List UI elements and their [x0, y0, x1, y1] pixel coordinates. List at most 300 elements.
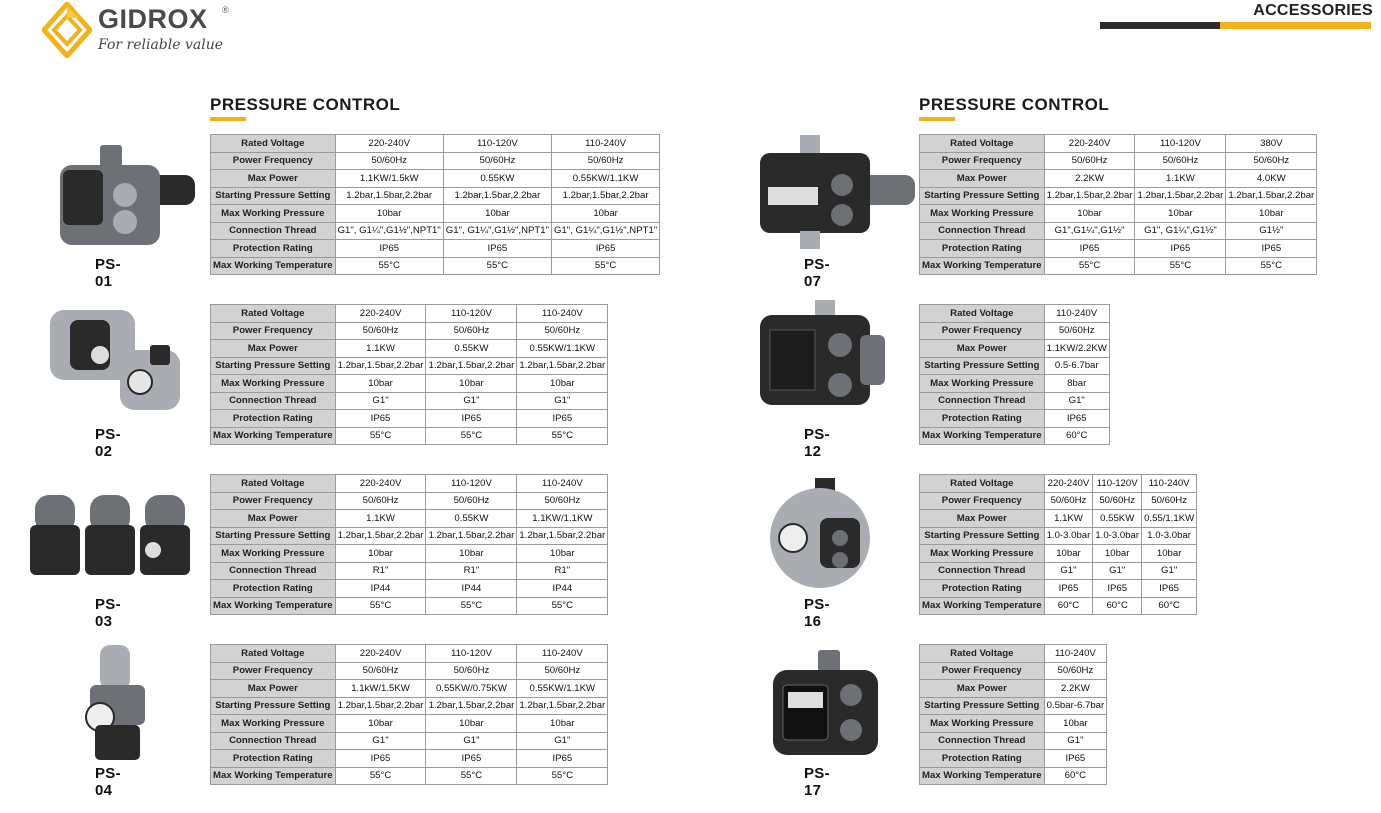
spec-label: Starting Pressure Setting [920, 527, 1045, 545]
spec-row-start-pressure [920, 527, 1197, 545]
spec-value: 50/60Hz [426, 662, 517, 680]
spec-value: 0.55KW/1.1KW [517, 340, 608, 358]
spec-value: 220-240V [335, 305, 426, 323]
spec-label: Protection Rating [211, 240, 336, 258]
spec-label: Max Working Temperature [920, 597, 1045, 615]
spec-value: 10bar [335, 205, 443, 223]
spec-row-voltage [211, 645, 608, 663]
spec-value: 60°C [1142, 597, 1197, 615]
spec-value: 50/60Hz [335, 492, 426, 510]
product-image [760, 135, 915, 255]
product-code: PS-01 [95, 256, 121, 290]
spec-row-protection [211, 580, 608, 598]
spec-value: 50/60Hz [1226, 152, 1317, 170]
spec-row-temperature [211, 427, 608, 445]
spec-label: Starting Pressure Setting [920, 697, 1045, 715]
spec-row-start-pressure [920, 357, 1110, 375]
spec-label: Protection Rating [211, 750, 336, 768]
spec-value: 55°C [335, 257, 443, 275]
spec-value: 1.2bar,1.5bar,2.2bar [335, 187, 443, 205]
spec-value: 10bar [335, 545, 426, 563]
spec-value: G1", G1¼",G1½",NPT1" [552, 222, 660, 240]
spec-value: 50/60Hz [517, 492, 608, 510]
spec-row-temperature [211, 257, 660, 275]
spec-value: IP65 [1044, 410, 1109, 428]
spec-row-power [211, 170, 660, 188]
spec-row-frequency [920, 662, 1107, 680]
spec-value: 50/60Hz [335, 662, 426, 680]
spec-value: 60°C [1044, 597, 1093, 615]
spec-value: 110-240V [517, 305, 608, 323]
spec-value: G1" [517, 392, 608, 410]
spec-row-frequency [211, 492, 608, 510]
spec-table [210, 304, 608, 445]
spec-label: Rated Voltage [211, 135, 336, 153]
brand-tagline: For reliable value [98, 37, 224, 53]
product-image [765, 478, 880, 598]
spec-value: 55°C [517, 767, 608, 785]
product-code: PS-17 [804, 765, 830, 799]
right-section-title: PRESSURE CONTROL [919, 95, 1110, 114]
spec-value: 220-240V [335, 135, 443, 153]
spec-value: 220-240V [1044, 135, 1135, 153]
spec-label: Protection Rating [211, 410, 336, 428]
spec-row-power [920, 510, 1197, 528]
spec-value: 50/60Hz [517, 322, 608, 340]
spec-value: 10bar [552, 205, 660, 223]
spec-value: 10bar [426, 545, 517, 563]
spec-value: G1½" [1226, 222, 1317, 240]
spec-table [919, 304, 1110, 445]
spec-value: IP65 [443, 240, 551, 258]
spec-row-working-pressure [211, 205, 660, 223]
diamond-logo-icon [42, 2, 92, 58]
spec-value: IP65 [426, 410, 517, 428]
spec-value: 50/60Hz [1044, 662, 1107, 680]
header-accent-bar [1100, 22, 1371, 29]
spec-label: Protection Rating [920, 580, 1045, 598]
spec-row-voltage [920, 305, 1110, 323]
accent-bar-dark [1100, 22, 1220, 29]
spec-value: 1.2bar,1.5bar,2.2bar [517, 357, 608, 375]
spec-label: Power Frequency [920, 152, 1045, 170]
spec-value: IP44 [335, 580, 426, 598]
spec-value: 10bar [335, 375, 426, 393]
spec-label: Rated Voltage [920, 305, 1045, 323]
spec-row-start-pressure [211, 697, 608, 715]
spec-value: 2.2KW [1044, 170, 1135, 188]
spec-value: 50/60Hz [443, 152, 551, 170]
spec-value: G1" [335, 732, 426, 750]
spec-row-working-pressure [920, 205, 1317, 223]
spec-value: 1.2bar,1.5bar,2.2bar [335, 527, 426, 545]
spec-table [210, 474, 608, 615]
spec-value: 4.0KW [1226, 170, 1317, 188]
spec-row-protection [920, 750, 1107, 768]
brand-name: GIDROX [98, 4, 208, 34]
spec-value: 10bar [1044, 205, 1135, 223]
spec-label: Connection Thread [211, 392, 336, 410]
spec-label: Max Working Pressure [211, 545, 336, 563]
spec-label: Power Frequency [211, 492, 336, 510]
spec-row-working-pressure [211, 715, 608, 733]
spec-row-thread [920, 732, 1107, 750]
right-title-underline [919, 117, 955, 121]
spec-label: Max Working Pressure [211, 715, 336, 733]
spec-value: G1" [1093, 562, 1142, 580]
spec-row-voltage [211, 475, 608, 493]
left-section-title: PRESSURE CONTROL [210, 95, 401, 114]
spec-value: G1",G1¼",G1½" [1044, 222, 1135, 240]
spec-row-protection [920, 580, 1197, 598]
spec-row-thread [920, 562, 1197, 580]
product-code: PS-04 [95, 765, 121, 799]
spec-row-thread [211, 392, 608, 410]
left-title-underline [210, 117, 246, 121]
spec-value: G1" [335, 392, 426, 410]
spec-label: Connection Thread [920, 222, 1045, 240]
spec-value: IP65 [517, 410, 608, 428]
spec-label: Protection Rating [211, 580, 336, 598]
spec-value: 0.55KW/1.1KW [552, 170, 660, 188]
spec-value: 10bar [517, 545, 608, 563]
spec-label: Max Working Temperature [920, 257, 1045, 275]
spec-value: IP44 [517, 580, 608, 598]
spec-value: 55°C [1135, 257, 1226, 275]
spec-value: IP65 [1093, 580, 1142, 598]
spec-value: 0.55KW [443, 170, 551, 188]
spec-label: Starting Pressure Setting [211, 527, 336, 545]
spec-label: Max Working Pressure [920, 715, 1045, 733]
spec-row-thread [920, 222, 1317, 240]
spec-value: 1.2bar,1.5bar,2.2bar [552, 187, 660, 205]
spec-table [919, 644, 1107, 785]
spec-value: 50/60Hz [426, 322, 517, 340]
spec-value: R1" [517, 562, 608, 580]
spec-value: IP65 [335, 410, 426, 428]
spec-value: 10bar [1142, 545, 1197, 563]
spec-label: Max Working Pressure [211, 375, 336, 393]
spec-value: 55°C [335, 597, 426, 615]
spec-label: Power Frequency [920, 662, 1045, 680]
spec-label: Max Power [920, 510, 1045, 528]
spec-label: Max Power [920, 170, 1045, 188]
spec-label: Rated Voltage [920, 475, 1045, 493]
spec-value: G1", G1¼",G1½",NPT1" [443, 222, 551, 240]
spec-value: IP65 [335, 750, 426, 768]
spec-value: 10bar [1044, 715, 1107, 733]
spec-value: 110-120V [426, 475, 517, 493]
spec-label: Rated Voltage [920, 645, 1045, 663]
brand-logo [42, 2, 242, 58]
spec-label: Max Power [211, 680, 336, 698]
spec-value: 380V [1226, 135, 1317, 153]
spec-row-start-pressure [211, 527, 608, 545]
spec-value: 60°C [1044, 427, 1109, 445]
spec-value: 0.55KW [426, 510, 517, 528]
spec-value: 1.2bar,1.5bar,2.2bar [335, 357, 426, 375]
spec-row-frequency [920, 152, 1317, 170]
spec-value: 1.1KW [335, 340, 426, 358]
spec-value: G1" [1044, 392, 1109, 410]
spec-value: G1" [1044, 732, 1107, 750]
spec-row-temperature [920, 597, 1197, 615]
spec-label: Connection Thread [920, 392, 1045, 410]
spec-row-temperature [920, 257, 1317, 275]
spec-value: 110-120V [426, 305, 517, 323]
spec-value: IP65 [1044, 240, 1135, 258]
spec-row-working-pressure [211, 545, 608, 563]
spec-value: 50/60Hz [426, 492, 517, 510]
spec-value: 50/60Hz [1044, 152, 1135, 170]
spec-value: IP65 [517, 750, 608, 768]
spec-value: G1", G1¼",G1½" [1135, 222, 1226, 240]
spec-row-protection [920, 410, 1110, 428]
spec-value: 50/60Hz [335, 322, 426, 340]
spec-value: IP65 [552, 240, 660, 258]
spec-row-temperature [211, 767, 608, 785]
spec-value: G1" [426, 732, 517, 750]
spec-value: 2.2KW [1044, 680, 1107, 698]
spec-value: 55°C [426, 597, 517, 615]
spec-row-working-pressure [920, 375, 1110, 393]
spec-value: 1.1KW [1044, 510, 1093, 528]
spec-table [919, 474, 1197, 615]
spec-value: 220-240V [335, 645, 426, 663]
spec-value: 110-240V [517, 475, 608, 493]
spec-value: 10bar [1226, 205, 1317, 223]
product-code: PS-02 [95, 426, 121, 460]
spec-label: Max Power [211, 510, 336, 528]
spec-row-frequency [211, 662, 608, 680]
spec-row-working-pressure [920, 545, 1197, 563]
spec-label: Power Frequency [920, 492, 1045, 510]
spec-value: 10bar [335, 715, 426, 733]
spec-value: 50/60Hz [1142, 492, 1197, 510]
spec-value: 110-120V [443, 135, 551, 153]
spec-value: 1.2bar,1.5bar,2.2bar [517, 697, 608, 715]
spec-row-start-pressure [920, 697, 1107, 715]
spec-label: Rated Voltage [211, 305, 336, 323]
spec-value: 1.2bar,1.5bar,2.2bar [426, 697, 517, 715]
spec-row-voltage [211, 305, 608, 323]
spec-value: IP65 [1142, 580, 1197, 598]
spec-row-power [920, 340, 1110, 358]
spec-value: 1.2bar,1.5bar,2.2bar [443, 187, 551, 205]
spec-value: 55°C [426, 767, 517, 785]
product-code: PS-12 [804, 426, 830, 460]
spec-value: 50/60Hz [1135, 152, 1226, 170]
spec-label: Power Frequency [211, 662, 336, 680]
spec-row-start-pressure [920, 187, 1317, 205]
spec-value: 220-240V [335, 475, 426, 493]
product-image [760, 300, 890, 425]
spec-value: IP65 [1044, 750, 1107, 768]
spec-value: 55°C [335, 767, 426, 785]
spec-row-temperature [920, 427, 1110, 445]
spec-label: Connection Thread [211, 562, 336, 580]
spec-value: 50/60Hz [517, 662, 608, 680]
spec-value: G1" [517, 732, 608, 750]
spec-value: 1.2bar,1.5bar,2.2bar [426, 527, 517, 545]
spec-row-power [211, 510, 608, 528]
spec-row-working-pressure [920, 715, 1107, 733]
spec-value: IP65 [1226, 240, 1317, 258]
spec-value: 1.2bar,1.5bar,2.2bar [426, 357, 517, 375]
spec-label: Rated Voltage [211, 645, 336, 663]
spec-row-working-pressure [211, 375, 608, 393]
spec-value: 0.55KW [426, 340, 517, 358]
spec-value: 0.5bar-6.7bar [1044, 697, 1107, 715]
spec-label: Max Working Temperature [211, 257, 336, 275]
spec-value: 50/60Hz [1044, 322, 1109, 340]
spec-value: 10bar [426, 715, 517, 733]
spec-row-voltage [920, 135, 1317, 153]
spec-row-voltage [920, 475, 1197, 493]
spec-value: 110-240V [552, 135, 660, 153]
spec-label: Power Frequency [920, 322, 1045, 340]
spec-row-protection [211, 750, 608, 768]
spec-value: 0.55KW/1.1KW [517, 680, 608, 698]
spec-table [919, 134, 1317, 275]
spec-value: 0.55KW/0.75KW [426, 680, 517, 698]
spec-value: 110-240V [517, 645, 608, 663]
spec-value: 1.2bar,1.5bar,2.2bar [335, 697, 426, 715]
spec-value: 50/60Hz [1044, 492, 1093, 510]
spec-value: 10bar [517, 375, 608, 393]
spec-label: Max Power [211, 340, 336, 358]
product-code: PS-16 [804, 596, 830, 630]
spec-value: 50/60Hz [1093, 492, 1142, 510]
spec-label: Max Working Temperature [920, 427, 1045, 445]
spec-value: 10bar [1044, 545, 1093, 563]
spec-value: 220-240V [1044, 475, 1093, 493]
spec-value: 10bar [426, 375, 517, 393]
product-image [25, 490, 195, 590]
spec-row-thread [920, 392, 1110, 410]
spec-row-voltage [211, 135, 660, 153]
spec-value: G1" [426, 392, 517, 410]
product-image [80, 645, 160, 770]
spec-label: Starting Pressure Setting [211, 697, 336, 715]
spec-value: IP65 [1044, 580, 1093, 598]
spec-label: Max Power [920, 340, 1045, 358]
spec-label: Power Frequency [211, 152, 336, 170]
product-image [45, 300, 185, 425]
spec-value: 1.0-3.0bar [1093, 527, 1142, 545]
spec-value: R1" [426, 562, 517, 580]
spec-label: Max Working Pressure [920, 205, 1045, 223]
spec-label: Max Working Temperature [920, 767, 1045, 785]
registered-mark: ® [222, 5, 229, 15]
spec-value: 10bar [443, 205, 551, 223]
spec-value: IP65 [426, 750, 517, 768]
spec-row-power [211, 340, 608, 358]
spec-value: 50/60Hz [335, 152, 443, 170]
spec-row-protection [211, 410, 608, 428]
spec-value: 0.55KW [1093, 510, 1142, 528]
spec-row-temperature [211, 597, 608, 615]
spec-value: IP44 [426, 580, 517, 598]
product-image [55, 140, 195, 255]
spec-label: Max Working Temperature [211, 767, 336, 785]
spec-label: Max Working Temperature [211, 427, 336, 445]
spec-value: 10bar [1093, 545, 1142, 563]
product-code: PS-07 [804, 256, 830, 290]
spec-value: 1.1KW [335, 510, 426, 528]
spec-row-voltage [920, 645, 1107, 663]
spec-value: 55°C [1226, 257, 1317, 275]
spec-row-temperature [920, 767, 1107, 785]
spec-value: 55°C [517, 597, 608, 615]
spec-label: Protection Rating [920, 410, 1045, 428]
spec-value: 110-120V [1135, 135, 1226, 153]
product-image [773, 650, 888, 770]
spec-label: Starting Pressure Setting [211, 357, 336, 375]
spec-row-thread [211, 222, 660, 240]
spec-value: 1.2bar,1.5bar,2.2bar [517, 527, 608, 545]
product-code: PS-03 [95, 596, 121, 630]
spec-value: 55°C [517, 427, 608, 445]
spec-label: Protection Rating [920, 240, 1045, 258]
spec-value: 110-240V [1142, 475, 1197, 493]
spec-row-frequency [920, 492, 1197, 510]
section-label: ACCESSORIES [1253, 2, 1373, 19]
spec-value: 1.1KW/2.2KW [1044, 340, 1109, 358]
spec-value: 110-240V [1044, 305, 1109, 323]
spec-value: 55°C [443, 257, 551, 275]
spec-row-power [920, 680, 1107, 698]
spec-table [210, 134, 660, 275]
spec-value: IP65 [335, 240, 443, 258]
spec-value: 60°C [1044, 767, 1107, 785]
spec-value: 110-240V [1044, 645, 1107, 663]
spec-label: Max Working Pressure [920, 375, 1045, 393]
spec-label: Max Working Pressure [920, 545, 1045, 563]
spec-label: Connection Thread [920, 562, 1045, 580]
spec-value: 1.1KW [1135, 170, 1226, 188]
spec-value: 8bar [1044, 375, 1109, 393]
spec-label: Max Power [920, 680, 1045, 698]
spec-value: 110-120V [1093, 475, 1142, 493]
spec-value: 1.1kW/1.5KW [335, 680, 426, 698]
spec-value: 60°C [1093, 597, 1142, 615]
spec-value: IP65 [1135, 240, 1226, 258]
spec-label: Max Working Temperature [211, 597, 336, 615]
spec-value: 110-120V [426, 645, 517, 663]
spec-row-frequency [211, 152, 660, 170]
spec-row-protection [920, 240, 1317, 258]
spec-row-start-pressure [211, 357, 608, 375]
spec-row-power [211, 680, 608, 698]
spec-value: 10bar [1135, 205, 1226, 223]
spec-label: Max Working Pressure [211, 205, 336, 223]
spec-value: 1.0-3.0bar [1142, 527, 1197, 545]
spec-value: G1" [1044, 562, 1093, 580]
spec-value: G1", G1¼",G1½",NPT1" [335, 222, 443, 240]
spec-value: G1" [1142, 562, 1197, 580]
spec-row-start-pressure [211, 187, 660, 205]
spec-row-thread [211, 732, 608, 750]
spec-row-protection [211, 240, 660, 258]
spec-label: Starting Pressure Setting [211, 187, 336, 205]
spec-row-frequency [920, 322, 1110, 340]
spec-row-thread [211, 562, 608, 580]
spec-value: 55°C [426, 427, 517, 445]
spec-label: Protection Rating [920, 750, 1045, 768]
spec-value: 1.0-3.0bar [1044, 527, 1093, 545]
spec-value: 1.1KW/1.1KW [517, 510, 608, 528]
